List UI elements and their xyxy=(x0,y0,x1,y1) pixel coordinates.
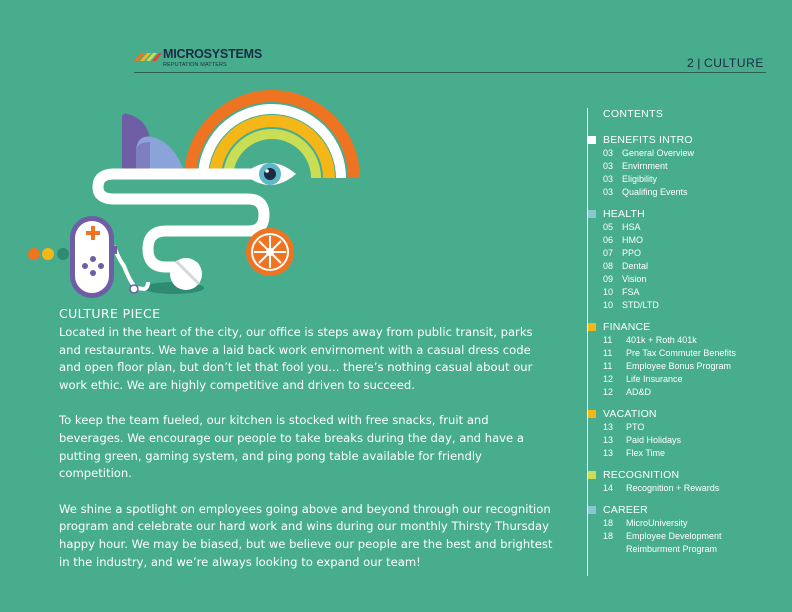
logo-mark-icon xyxy=(134,49,162,61)
toc-section-career xyxy=(603,504,783,556)
culture-paragraph: Located in the heart of the city, our office is steps away from public transit, parks and restaurants. We have a laid back work envirnoment with a casual dress code and open floor plan, but don’t let that fool you... there’s nothing casual about our work ethic. We are highly competitive and driven to succeed. xyxy=(59,325,533,392)
toc-heading[interactable]: BENEFITS INTRO xyxy=(603,134,783,147)
toc-item[interactable]: 12 Life Insurance xyxy=(603,374,683,384)
toc-item[interactable]: 11 Pre Tax Commuter Benefits xyxy=(603,348,736,358)
toc-heading[interactable]: CAREER xyxy=(603,504,783,517)
culture-illustration xyxy=(26,86,366,300)
table-of-contents xyxy=(603,108,783,565)
toc-item[interactable]: Reimburment Program xyxy=(626,544,718,554)
toc-item[interactable]: 11 Employee Bonus Program xyxy=(603,361,732,371)
toc-item[interactable]: 09 Vision xyxy=(603,274,647,284)
toc-section-health xyxy=(603,208,783,312)
ping-pong-ball-icon xyxy=(170,258,202,290)
toc-item[interactable]: 10 STD/LTD xyxy=(603,300,659,310)
toc-item[interactable]: 03 Envirnment xyxy=(603,161,668,171)
culture-body xyxy=(59,324,553,589)
section-marker-icon xyxy=(588,506,596,514)
toc-item[interactable]: 06 HMO xyxy=(603,235,643,245)
toc-item[interactable]: 12 AD&D xyxy=(603,387,652,397)
eye-icon xyxy=(244,163,296,185)
toc-heading[interactable]: VACATION xyxy=(603,408,783,421)
toc-section-finance xyxy=(603,321,783,399)
section-marker-icon xyxy=(588,136,596,144)
page-number: 2 xyxy=(687,56,695,70)
toc-item[interactable]: 08 Dental xyxy=(603,261,649,271)
dots-icon xyxy=(28,248,69,260)
heart-icon xyxy=(122,114,184,175)
toc-item[interactable]: 14 Recognition + Rewards xyxy=(603,483,720,493)
toc-item[interactable]: 07 PPO xyxy=(603,248,642,258)
squiggle-path xyxy=(98,174,264,267)
orange-slice-icon xyxy=(246,228,294,276)
section-marker-icon xyxy=(588,471,596,479)
toc-section-benefits-intro xyxy=(603,134,783,199)
toc-item[interactable]: 05 HSA xyxy=(603,222,641,232)
header-divider xyxy=(134,72,766,73)
toc-heading[interactable]: RECOGNITION xyxy=(603,469,783,482)
culture-title: CULTURE PIECE xyxy=(59,306,161,321)
toc-item[interactable]: 03 General Overview xyxy=(603,148,695,158)
contents-title: CONTENTS xyxy=(603,108,664,120)
culture-paragraph: To keep the team fueled, our kitchen is stocked with free snacks, fruit and beverages. We encourage our people to take breaks during the day, and have a putting green, gaming system, and ping pong table available for friendly competition. xyxy=(59,413,524,481)
section-marker-icon xyxy=(588,210,596,218)
toc-item[interactable]: 13 Flex Time xyxy=(603,448,666,458)
toc-item[interactable]: 10 FSA xyxy=(603,287,640,297)
section-marker-icon xyxy=(588,323,596,331)
toc-heading[interactable]: HEALTH xyxy=(603,208,783,221)
toc-item[interactable]: 03 Eligibility xyxy=(603,174,658,184)
page-label xyxy=(687,56,764,70)
game-controller-icon xyxy=(59,216,148,298)
toc-section-recognition xyxy=(603,469,783,495)
page-section: CULTURE xyxy=(704,56,764,70)
toc-section-vacation xyxy=(603,408,783,460)
toc-item[interactable]: 11 401k + Roth 401k xyxy=(603,335,697,345)
toc-item[interactable]: 18 Employee Development xyxy=(603,531,722,541)
logo-name: MICROSYSTEMS xyxy=(163,47,262,61)
toc-item[interactable]: 13 PTO xyxy=(603,422,645,432)
culture-paragraph: We shine a spotlight on employees going above and beyond through our recognition program and celebrate our hard work and wins during our monthly Thirsty Thursday happy hour. We may be biased, but we believe our people are the best and brightest in the industry, and we’re always looking to expand our team! xyxy=(59,501,553,569)
toc-item[interactable]: 13 Paid Holidays xyxy=(603,435,682,445)
section-marker-icon xyxy=(588,410,596,418)
page-label-separator: | xyxy=(697,56,702,70)
toc-item[interactable]: 03 Qualifing Events xyxy=(603,187,688,197)
toc-heading[interactable]: FINANCE xyxy=(603,321,783,334)
logo-tagline: REPUTATION MATTERS xyxy=(163,62,227,68)
company-logo xyxy=(134,47,274,71)
toc-item[interactable]: 18 MicroUniversity xyxy=(603,518,688,528)
